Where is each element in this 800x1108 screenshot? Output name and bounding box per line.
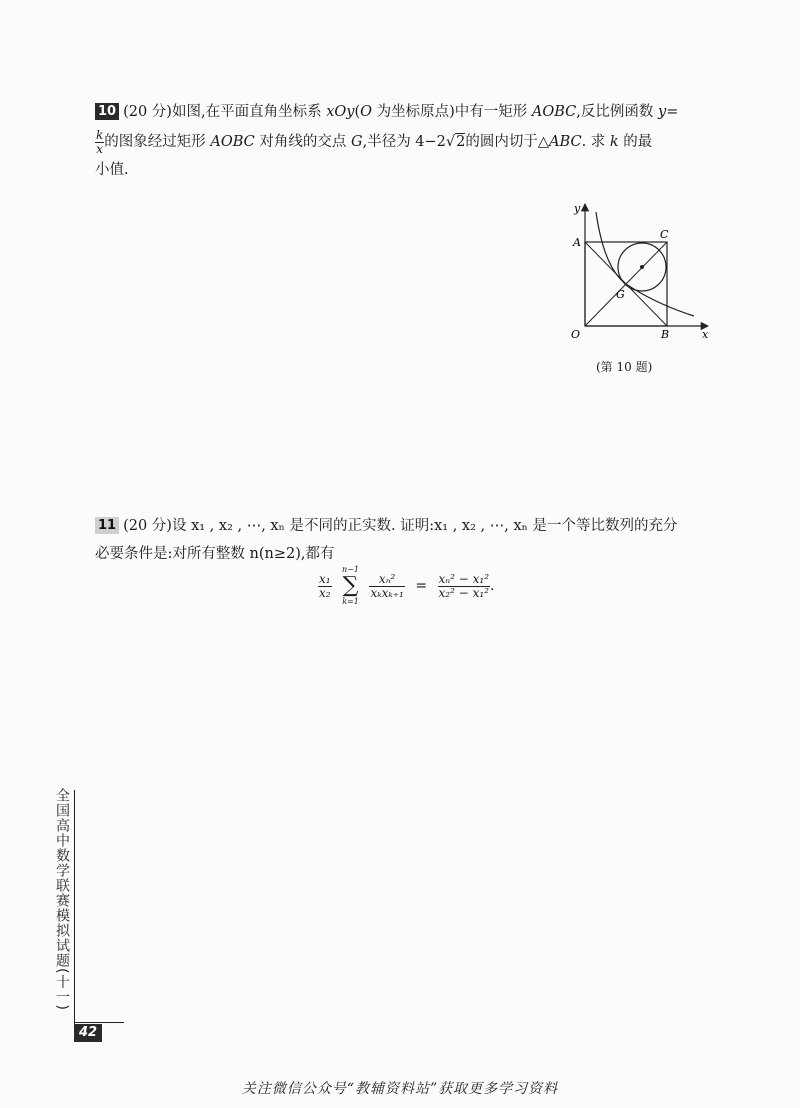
equals-sign: = <box>415 578 428 594</box>
numerator: xₙ² − x₁² <box>438 571 490 586</box>
fraction-k-over-x <box>95 129 104 156</box>
text: . 求 <box>581 134 610 150</box>
text: ,反比例函数 <box>576 104 658 120</box>
problem-10-line-3: 小值. <box>95 162 129 178</box>
math-var: k <box>609 134 619 150</box>
text: 的图象经过矩形 <box>104 134 211 150</box>
sum-upper: n−1 <box>342 565 359 574</box>
sqrt-sign: √ <box>445 134 456 150</box>
math-var: AOBC <box>210 134 255 150</box>
footer-note: 关注微信公众号“教辅资料站”获取更多学习资料 <box>241 1081 559 1097</box>
denominator: x₂ <box>319 585 331 600</box>
numerator: x₁ <box>319 571 331 586</box>
text: ,半径为 4−2 <box>362 134 446 150</box>
sigma-symbol: ∑ <box>342 573 359 598</box>
label-x: x <box>702 328 709 341</box>
math-var: AOBC <box>531 104 577 120</box>
formula <box>318 565 494 607</box>
page-number: 42 <box>74 1024 102 1042</box>
summation <box>342 565 359 607</box>
text: 的圆内切于△ <box>465 134 550 150</box>
text: = <box>666 104 679 120</box>
problem-number: 10 <box>95 103 119 120</box>
label-A: A <box>573 236 581 249</box>
text: 对角线的交点 <box>254 134 351 150</box>
text: 为坐标原点)中有一矩形 <box>372 104 532 120</box>
numerator: k <box>96 127 104 142</box>
label-C: C <box>660 228 669 241</box>
lhs-fraction <box>318 573 332 600</box>
math-var: O <box>360 104 373 120</box>
text: (20 分)设 x₁ , x₂ , ⋯, xₙ 是不同的正实数. 证明:x₁ , x₂ , ⋯, xₙ 是一个等比数列的充分 <box>123 518 678 534</box>
text: ( <box>354 104 361 120</box>
geometry-figure <box>560 198 720 348</box>
rhs-fraction <box>438 573 491 600</box>
denominator: x₂² − x₁² <box>438 585 489 600</box>
term-fraction <box>369 573 404 600</box>
figure-caption: (第 10 题) <box>596 360 653 374</box>
bottom-rule <box>74 1022 124 1023</box>
sidebar-rule <box>74 790 75 1025</box>
label-B: B <box>661 328 670 341</box>
math-var: ABC <box>549 134 582 150</box>
math-var: G <box>351 134 363 150</box>
sidebar-title: 全国高中数学联赛模拟试题(十一) <box>54 788 70 1011</box>
label-y: y <box>574 202 581 215</box>
denominator: x <box>96 141 104 156</box>
numerator: xₙ² <box>369 573 404 587</box>
math-var: y <box>658 104 667 120</box>
period: . <box>490 578 495 594</box>
text: 的最 <box>618 134 653 150</box>
sqrt-argument: 2 <box>456 134 466 150</box>
denominator: xₖxₖ₊₁ <box>370 585 404 600</box>
sum-lower: k=1 <box>342 597 359 606</box>
problem-10-line-2 <box>95 128 725 156</box>
label-O: O <box>571 328 581 341</box>
problem-10 <box>95 98 725 184</box>
problem-11-line-1 <box>95 512 725 540</box>
problem-11 <box>95 512 725 568</box>
circle-center <box>640 265 644 269</box>
problem-10-line-1 <box>95 98 725 126</box>
text: (20 分)如图,在平面直角坐标系 <box>123 104 327 120</box>
problem-11-line-2: 必要条件是:对所有整数 n(n≥2),都有 <box>95 546 335 562</box>
math-var: xOy <box>326 104 355 120</box>
label-G: G <box>616 288 625 301</box>
problem-number: 11 <box>95 517 119 534</box>
